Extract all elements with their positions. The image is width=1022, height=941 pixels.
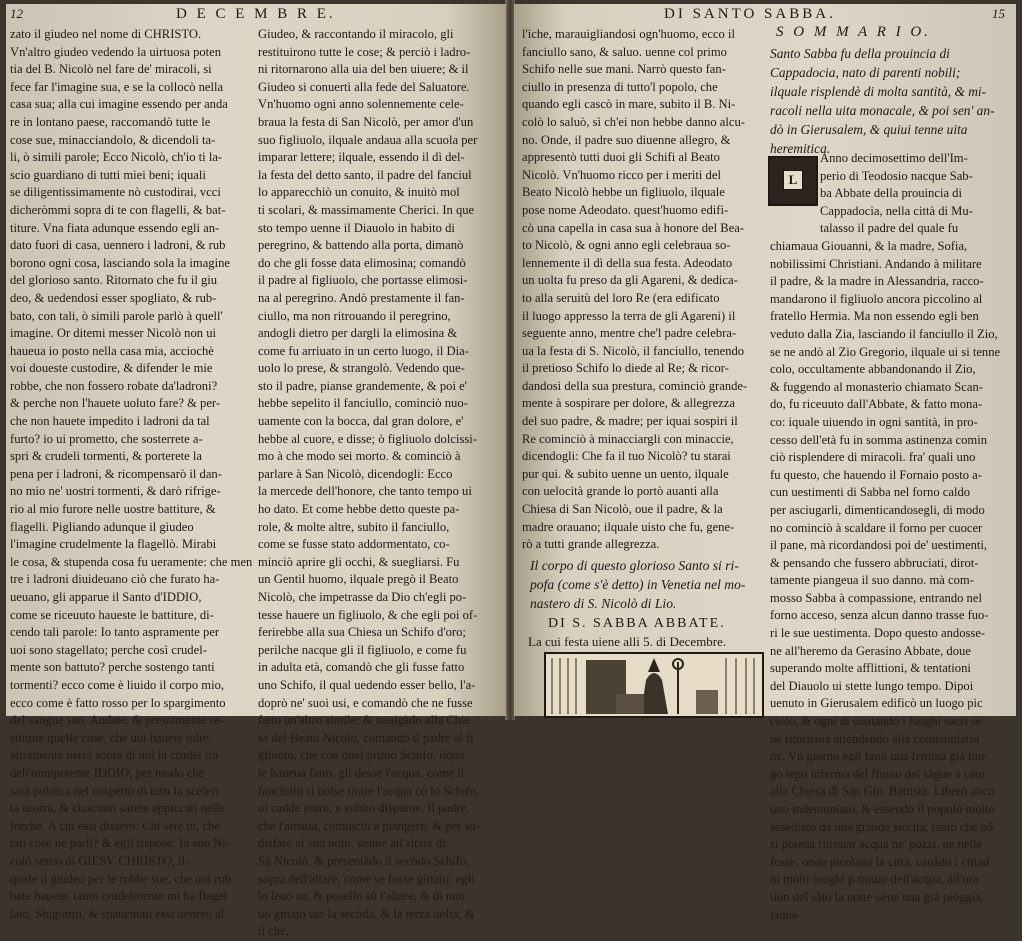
text-line: deo, & uedendosi esser spogliato, & rub- (10, 290, 217, 305)
text-line: parlare à San Nicolò, dicendogli: Ecco (258, 466, 453, 481)
text-line: veduto dalla Zia, lasciando il fanciullo il Zio, (770, 326, 998, 341)
text-line: il luogo appresso la terra de gli Agareni) il (522, 308, 736, 323)
text-line: un Gentil huomo, ilquale pregò il Beato (258, 572, 459, 587)
text-line: forno acceso, senza alcun danno trasse fuo- (770, 608, 989, 623)
sommario-text (770, 44, 1014, 158)
text-line: robbe, che non fossero robate da'ladroni? (10, 378, 218, 393)
text-line: racoli nella uita monacale, & poi sen' an- (770, 103, 995, 118)
text-line: ui cadde entro, e subito disparue. Il padre, (258, 801, 470, 816)
text-line: uno indemoniato, & essendo il popolo molto (770, 802, 995, 816)
text-line: colò lo saluò, sì ch'ei non hebbe danno alcu- (522, 114, 745, 129)
text-line: role, & molte altre, subito il fanciullo, (258, 519, 450, 534)
text-line: haueua io posto nella casa mia, acciochè (10, 343, 214, 358)
text-line: fece far l'imagine sua, e se la collocò nella (10, 79, 224, 94)
text-line: ciullo in presenza di tutto'l popolo, che (522, 79, 718, 94)
text-line: nobilissimi Christiani. Andando à militare (770, 256, 982, 271)
text-line: hebbe sepelito il fanciullo, cominciò nuo- (258, 396, 468, 411)
text-line: Nicolò. Vn'huomo ricco per i meriti del (522, 167, 721, 182)
text-line: mente à sospirare per dolore, & allegrezza (522, 396, 735, 411)
text-line: Re cominciò à minacciargli con minaccie, (522, 431, 734, 446)
text-line: borono ogni cosa, lasciando sola la imagine (10, 255, 230, 270)
left-running-head: D E C E M B R E. (176, 6, 336, 22)
text-line: cesso dell'età fu in somma astinenza comin (770, 432, 987, 447)
text-line: Anno decimosettimo dell'Im- (820, 151, 968, 165)
text-line: appresentò tutti duoi gli Schifi al Beato (522, 150, 720, 165)
text-line: quale il giudeo per le robbe sue, che uoi rub (10, 871, 232, 886)
text-line: le cosa, & stupenda cosa fu ueramente: che men (10, 554, 253, 569)
text-line: suo figliuolo, ilquale andaua alla scuola per (258, 132, 478, 147)
text-line: mo à che modo sei morto. & cominciò à (258, 449, 461, 464)
text-line: & perche non l'hauete uoluto fare? & per- (10, 396, 221, 411)
text-line: uoi sono stagellato; perche così crudel- (10, 642, 207, 657)
text-line: il pane, mà ricordandosi poi de' uestimenti, (770, 538, 988, 553)
text-line: stituite quelle cose, che uoi hauete tolte, (10, 730, 212, 745)
decorated-initial (768, 156, 818, 206)
text-line: ciolo, & ogni dì uisitando i luoghi sacri se (770, 714, 982, 729)
text-line: con uelocità grande lo portò auanti alla (522, 484, 719, 499)
text-line: tormenti? ecco come è liuido il corpo mio, (10, 677, 225, 692)
text-line: si poteua ritrouar acqua ne' pozzi, ne nelle (770, 837, 983, 852)
text-line: tà uostra, & ciascuno sarete appiccati nelle (10, 801, 226, 816)
text-line: ecco come è fatto rosso per lo spargimento (10, 695, 226, 710)
text-line: le haueua fatto, gli desse l'acqua. come il (258, 765, 465, 780)
text-line: re in lontano paese, raccomandò tutte le (10, 114, 211, 129)
text-line: heremitica. (770, 141, 831, 156)
text-line: uenuto in Gierusalem edificò un luogo pic (770, 696, 983, 711)
text-line: del sangue suo. Andate, & prestamente re- (10, 713, 224, 728)
text-line: uamente con la bocca, dal gran dolore, e' (258, 414, 464, 429)
text-line: tre i ladroni diuideuano ciò che furato ha- (10, 572, 220, 587)
text-line: peregrino, & battendo alla porta, dimanò (258, 238, 464, 253)
text-line: del glorioso santo. Ritornato che fu il giu (10, 273, 218, 288)
text-line: pose nome Adeodato. quest'huomo edifi- (522, 202, 729, 217)
text-line: Chiesa di San Nicolò, oue il padre, & la (522, 502, 723, 517)
right-page (514, 4, 1016, 922)
text-line: mandarono il figliuolo ancora piccolino al (770, 291, 983, 306)
text-line: dell'onnipotente IDDIO, per modo che (10, 765, 205, 780)
text-line: ba Abbate della prouincia di (820, 186, 962, 201)
text-line: & fuggendo al monasterio chiamato Scan- (770, 379, 983, 394)
text-line: furto? io ui prometto, che sosterrete a- (10, 431, 203, 446)
text-line: sa del Beato Nicolò, comandò il padre al fi (258, 730, 474, 745)
text-line: forche. A cui essi dissero: Chi sete tu, che (10, 818, 220, 833)
text-line: tamente piangeua il suo danno. mà com- (770, 573, 974, 588)
text-line: no cominciò à scaldare il forno per cuocer (770, 520, 983, 535)
text-line: laqua- (770, 907, 802, 922)
text-line: bato, con tali, ò simili parole parlò à quell' (10, 308, 223, 323)
text-line: la festa del detto santo, il padre del fanciul (258, 167, 472, 182)
text-line: zato il giudeo nel nome di CHRISTO. (10, 27, 202, 41)
text-line: tia del B. Nicolò nel fare de' miracoli, si (10, 62, 212, 77)
text-line: fatto un'altro simile; & nauigàdo alla Chie (258, 713, 471, 728)
text-line: go tépo inferma del flusso del sãgue à cato (770, 766, 985, 781)
text-line: Cappadocia, nato di parenti nobili; (770, 65, 961, 80)
text-line: talasso il padre del quale fu (820, 221, 959, 236)
saint-sabba-woodcut (544, 652, 764, 718)
text-line: un uolta fu preso da gli Agareni, & dedica- (522, 273, 738, 288)
text-line: fu questo, che hauendo il Fornaio posto a- (770, 467, 982, 482)
text-line: Il corpo di questo glorioso Santo si ri- (530, 558, 739, 573)
text-line: superando molte afflittioni, & tentationi (770, 661, 971, 676)
text-line: dò in Gierusalem, & quiui tenne uita (770, 122, 968, 137)
text-line: lato. Sbigottiti, & spauentati essi uènero al (10, 906, 225, 921)
initial-letter: L (783, 170, 803, 190)
text-line: tesse hauere un figliuolo, & che egli poi of- (258, 607, 478, 622)
text-line: disfare al suo uoto, uenne all'altare di (258, 836, 446, 851)
text-line: braua la festa di San Nicolò, per amor d'un (258, 114, 474, 129)
text-line: tion del sãto la notte uéne una grã pioggia, (770, 889, 984, 904)
text-line: Cappadocia, nella città di Mu- (820, 203, 973, 218)
text-line: cose sue, minacciandolo, & dicendoli ta- (10, 132, 216, 147)
text-line: dandosi della sua prestura, cominciò grande- (522, 378, 748, 393)
text-line: bate hauete, tanto crudelmente mi ha flagel (10, 889, 228, 904)
text-line: il padre, & la madre in Alessandria, racco- (770, 274, 984, 289)
text-line: perio di Teodosio nacque Sab- (820, 168, 973, 183)
text-line: che l'amaua, cominciò à piangere; & per so- (258, 818, 480, 833)
text-line: no. Onde, il padre suo diuenne allegro, & (522, 132, 731, 147)
text-line: ua la festa di S. Nicolò, il fanciullo, tenendo (522, 343, 745, 358)
text-line: flagelli. Pigliando adunque il giudeo (10, 519, 194, 534)
left-column-1 (10, 26, 253, 923)
text-line: cendo tali parole: Io tanto aspramente per (10, 625, 220, 640)
text-line: il padre al figliuolo, che portasse elimosi- (258, 273, 468, 288)
text-line: pofa (come s'è detto) in Venetia nel mo- (530, 577, 746, 592)
text-line: altramente uerrà sopra di uoi la crudel ira (10, 748, 219, 763)
text-line: do, fu riceuuto dall'Abbate, & fatto mona- (770, 397, 983, 412)
text-line: doprò ne' suoi usi, e comandò che ne fusse (258, 695, 473, 710)
text-line: sopra dell'altare, come se fosse gittato; egli (258, 871, 475, 886)
text-line: lennemente il dì della sua festa. Adeodato (522, 255, 733, 270)
text-line: ne ritornaua attendendo alla contemplatio (770, 731, 980, 746)
text-line: mosso Sabba à compassione, entrando nel (770, 590, 982, 605)
text-line: ni ritornarono alla uia del ben uiuere; & il (258, 62, 469, 77)
text-line: hebbe al cuore, e disse; ò figliuolo dolcissi- (258, 431, 477, 446)
text-line: uno Schifo, il qual uedendo esser bello, l'a- (258, 677, 476, 692)
text-line: perilche nacque gli il figliuolo, e come fu (258, 642, 467, 657)
text-line: ilquale risplendè di molta santità, & mi- (770, 84, 987, 99)
text-line: andogli dietro per dargli la elimosina & (258, 326, 458, 341)
text-line: chiamaua Giouanni, & la madre, Sofia, (770, 239, 968, 253)
left-page (6, 4, 506, 939)
text-line: il pretioso Schifo lo diede al Re; & ricor- (522, 361, 729, 376)
text-line: sto il padre, pianse grandemente, & poi e' (258, 378, 467, 393)
text-line: se ne andò al Zio Gregorio, ilquale ui si tenne (770, 344, 1001, 359)
text-line: alla Chiesa di San Gio. Battista. Liberò anco (770, 784, 995, 799)
text-line: come se riceuuto haueste le battiture, di- (10, 607, 214, 622)
text-line: rò a tutti grande allegrezza. (522, 537, 660, 552)
text-line: quando egli cascò in mare, subito il B. Ni- (522, 97, 736, 112)
text-line: fanciullo sano, & saluo. uenne col primo (522, 44, 727, 59)
text-line: come fu arriuato in un certo luogo, il Dia- (258, 343, 469, 358)
text-line: assediato da una grande siccità, tanto che nõ (770, 819, 994, 834)
text-line: ne. Vn giorno egli fanò una femina già lun- (770, 749, 989, 764)
text-line: & pensando che fussero abbruciati, dirot- (770, 555, 979, 570)
text-line: se diligentissimamente nò custodirai, vcci (10, 185, 221, 200)
text-line: cun uestimenti di Sabba nel forno caldo (770, 485, 971, 500)
text-line: nastero di S. Nicolò di Lio. (530, 596, 677, 611)
woodcut-illustration (546, 654, 762, 716)
text-line: colo, occultamente abbandonando il Zio, (770, 362, 976, 377)
text-line: l'iche, marauigliandosi ogn'huomo, ecco il (522, 27, 735, 41)
text-line: ri le sue uestimenta. Dopo questo andosse- (770, 626, 986, 641)
text-line: madre orauano; ilquale uisto che fu, gene- (522, 519, 735, 534)
sommario-heading: S O M M A R I O. (776, 24, 931, 40)
left-page-number: 12 (10, 6, 23, 21)
text-line: li, ò simili parole; Ecco Nicolò, ch'io ti la- (10, 150, 223, 165)
right-column-1 (522, 26, 760, 554)
text-line: colò seruo di GIESV CHRISTO, il- (10, 853, 190, 868)
text-line: co: iquale uiuendo in ogni santità, in pro- (770, 414, 978, 429)
text-line: ho dato. Et come hebbe detto queste pa- (258, 502, 460, 517)
text-line: fosse, onde picolaua la città, cauãdo i cittad (770, 854, 990, 869)
text-line: ciullo, ma non ritrouando il peregrino, (258, 308, 451, 323)
initial-paragraph (820, 150, 1014, 238)
text-line: Giudeo si conuertì alla fede del Saluatore. (258, 79, 470, 94)
text-line: fratello Hermia. Ma non essendo egli ben (770, 309, 979, 324)
text-line: Nicolò, che impetrasse da Dio ch'egli po- (258, 590, 467, 604)
text-line: no mio ne' uostri tormenti, & darò rifrige- (10, 484, 221, 499)
text-line: Giudeo, & raccontando il miracolo, gli (258, 27, 454, 41)
right-page-number: 15 (992, 6, 1005, 21)
text-line: ti scolari, & massimamente Cherici. In que (258, 202, 475, 217)
text-line: Schifo nelle sue mani. Narrò questo fan- (522, 62, 726, 77)
text-line: che non hauete impedito i ladroni da tal (10, 414, 210, 429)
text-line: na al peregrino. Andò prestamente il fan- (258, 290, 465, 305)
text-line: seguente anno, mentre che'l padre celebra- (522, 326, 737, 341)
text-line: sarà publica nel cospetto di tutti la sceleri (10, 783, 219, 798)
text-line: il che, (258, 924, 289, 939)
text-line: cò una capella in casa sua à honore del Bea- (522, 220, 745, 235)
text-line: Vn'huomo ogni anno solennemente cele- (258, 97, 464, 112)
text-line: in adulta età, comandò che gli fusse fatto (258, 660, 465, 675)
text-line: to Nicolò, & ogni anno egli celebraua so- (522, 238, 731, 253)
feast-line: La cui festa uiene alli 5. di Decembre. (528, 634, 727, 649)
text-line: ueuano, gli apparue il Santo d'IDDIO, (10, 590, 202, 604)
text-line: rio al mio furore nelle uostre battiture, & (10, 502, 216, 517)
text-line: del Diauolo ui stette lungo tempo. Dipoi (770, 678, 974, 693)
text-line: Vn'altro giudeo vedendo la uirtuosa poten (10, 44, 222, 59)
right-running-head: DI SANTO SABBA. (664, 6, 836, 22)
text-line: imparar lettere; ilquale, essendo il dì del- (258, 150, 465, 165)
left-column-2 (258, 26, 504, 941)
text-line: per asciugarli, dimenticandosegli, di modo (770, 502, 985, 517)
text-line: pur qui. & subito uenne un uento, ilquale (522, 466, 729, 481)
text-line: lo leuò su, & posello sù l'altare, & di nuo (258, 889, 465, 904)
text-line: Sã Nicolò, & presentàdo il secòdo Schifo, (258, 853, 470, 868)
text-line: scio guardiano di tutti miei beni; iquali (10, 167, 206, 182)
text-line: lo apparecchiò un conuito, & inuitò mol (258, 185, 460, 200)
section-title: DI S. SABBA ABBATE. (548, 616, 726, 631)
text-line: spri & crudeli tormenti, & porterete la (10, 449, 202, 464)
text-line: gliuolo, che con quel primo Schifo, ilqua (258, 748, 465, 763)
text-line: come se fusse stato addormentato, co- (258, 537, 450, 552)
text-line: tali cose ne parli? & egli rispose: Io son Ni- (10, 836, 230, 851)
text-line: minciò aprire gli occhi, & suegliarsi. Fu (258, 554, 460, 569)
right-column-2 (770, 238, 1014, 924)
text-line: do che gli fosse data elimosina; comandò (258, 255, 466, 270)
text-line: voi doueste custodire, & difender le mie (10, 361, 213, 376)
text-line: ferirebbe alla sua Chiesa un Schifo d'oro; (258, 625, 466, 640)
text-line: restituirono tutte le cose; & perciò i ladro- (258, 44, 471, 59)
text-line: titure. Vna fiata adunque essendo egli an- (10, 220, 220, 235)
text-line: uolo lo prese, & strangolò. Vedendo que- (258, 361, 465, 376)
text-line: dicendogli: Che fa il tuo Nicolò? tu starai (522, 449, 731, 464)
text-line: Beato Nicolò hebbe un figliuolo, ilquale (522, 185, 725, 200)
text-line: la mercede dell'honore, che tanto tempo ui (258, 484, 472, 499)
text-line: pena per i ladroni, & ricompensarò il dan- (10, 466, 222, 481)
text-line: mente son battuto? perche sostengo tanti (10, 660, 215, 675)
text-line: uo gittato uia la secòda, & la terza uolta; & (258, 906, 475, 921)
text-line: Santo Sabba fu della prouincia di (770, 46, 950, 61)
text-line: imagine. Or ditemi messer Nicolò non ui (10, 326, 217, 341)
text-line: fanciullo si uolse tirare l'acqua co lo Schifo, (258, 783, 480, 798)
text-line: ciò risplendere di miracoli. fra' quali uno (770, 450, 976, 465)
text-line: del suo padre, & madre; per iquai sospiri il (522, 414, 738, 429)
text-line: casa sua; alla cui imagine essendo per anda (10, 97, 228, 112)
text-line: sto tempo uenne il Diauolo in habito di (258, 220, 455, 235)
text-line: dicheròmmi sopra di te con flagelli, & bat- (10, 202, 226, 217)
relic-note (530, 556, 762, 613)
text-line: l'imagine crudelmente la flagellò. Mirabi (10, 537, 217, 552)
text-line: ni molti luoghi p trouar dell'acqua, all'ora (770, 872, 979, 887)
text-line: dato fuori di casa, uennero i ladroni, & rub (10, 238, 226, 253)
text-line: ne all'heremo da Gerasino Abbate, doue (770, 643, 971, 658)
text-line: to alla seruitù del loro Re (era edificato (522, 290, 720, 305)
